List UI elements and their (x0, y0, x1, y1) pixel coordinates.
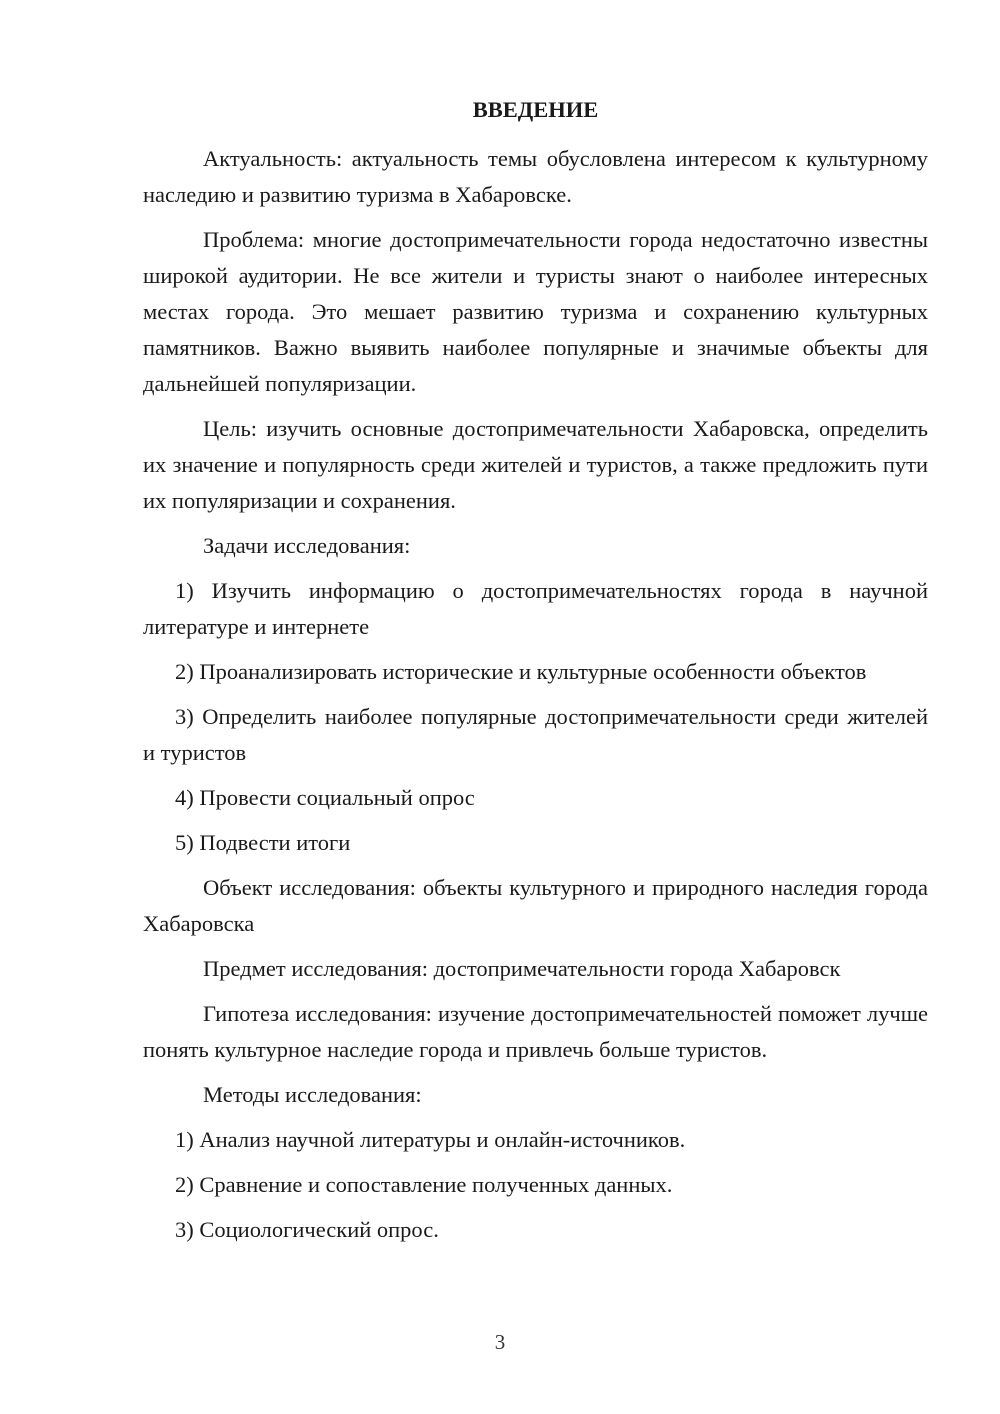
task-item-1: 1) Изучить информацию о достопримечательностях города в научной литературе и интернете (143, 578, 928, 639)
problem-paragraph: Проблема: многие достопримечательности города недостаточно известны широкой аудитории. Не все жители и туристы знают о наиболее интересных местах города. Это мешает развитию туризма и сохранению культурных памятников. Важно выявить наиболее популярные и значимые объекты для дальнейшей популяризации. (143, 227, 928, 396)
method-item-3: 3) Социологический опрос. (175, 1217, 439, 1242)
goal-paragraph: Цель: изучить основные достопримечательности Хабаровска, определить их значение и популярность среди жителей и туристов, а также предложить пути их популяризации и сохранения. (143, 416, 928, 513)
methods-heading: Методы исследования: (203, 1082, 422, 1107)
task-item-5: 5) Подвести итоги (175, 830, 351, 855)
task-item-3: 3) Определить наиболее популярные достопримечательности среди жителей и туристов (143, 704, 928, 765)
method-item-1: 1) Анализ научной литературы и онлайн-источников. (175, 1127, 686, 1152)
tasks-heading: Задачи исследования: (203, 533, 411, 558)
page-number: 3 (494, 1330, 506, 1354)
method-item-2: 2) Сравнение и сопоставление полученных данных. (175, 1172, 673, 1197)
task-item-2: 2) Проанализировать исторические и культурные особенности объектов (175, 659, 867, 684)
task-item-4: 4) Провести социальный опрос (175, 785, 475, 810)
object-paragraph: Объект исследования: объекты культурного и природного наследия города Хабаровска (143, 875, 928, 936)
document-page (143, 92, 928, 1257)
relevance-paragraph: Актуальность: актуальность темы обусловлена интересом к культурному наследию и развитию туризма в Хабаровске. (143, 146, 928, 207)
section-title: ВВЕДЕНИЕ (472, 97, 599, 122)
hypothesis-paragraph: Гипотеза исследования: изучение достопримечательностей поможет лучше понять культурное наследие города и привлечь больше туристов. (143, 1001, 928, 1062)
subject-paragraph: Предмет исследования: достопримечательности города Хабаровск (203, 956, 841, 981)
